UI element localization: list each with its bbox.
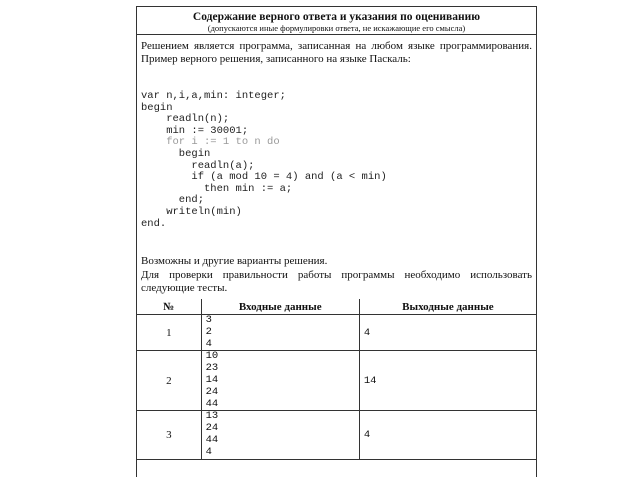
code-line: end;: [141, 194, 205, 207]
code-line: writeln(min): [141, 205, 242, 218]
code-line: begin: [141, 101, 173, 114]
table-row: [137, 351, 536, 411]
test-input: [201, 351, 359, 411]
col-header-num: №: [137, 299, 201, 315]
input-value: 24: [205, 422, 219, 435]
test-input: [201, 411, 359, 459]
col-header-input: Входные данные: [201, 299, 359, 315]
output-value: 4: [363, 326, 371, 339]
input-value: 44: [205, 433, 219, 446]
sheet-note: (допускаются иные формулировки ответа, не искажающие его смысла): [207, 23, 466, 33]
table-row: [137, 315, 536, 351]
test-number: 1: [137, 315, 201, 351]
tests-table: [137, 299, 536, 460]
input-value: 44: [205, 397, 219, 410]
table-row: [137, 411, 536, 459]
code-line: if (a mod 10 = 4) and (a < min): [141, 171, 387, 184]
code-block: [141, 91, 387, 230]
test-input: [201, 315, 359, 351]
input-value: 2: [205, 325, 212, 338]
code-line: readln(a);: [141, 159, 255, 172]
test-number: 2: [137, 351, 201, 411]
input-value: 23: [205, 362, 219, 375]
test-output: [359, 411, 536, 459]
alternatives-note: Возможны и другие варианты решения.: [141, 255, 328, 267]
table-header-row: [137, 299, 536, 315]
tests-instruction: Для проверки правильности работы программы необходимо использовать следующие тесты.: [141, 269, 532, 294]
input-value: 10: [205, 350, 219, 363]
code-line: readln(n);: [141, 113, 230, 126]
input-value: 14: [205, 373, 219, 386]
sheet-header: [137, 7, 536, 35]
code-line: for i := 1 to n do: [141, 136, 280, 149]
code-line: min := 30001;: [141, 124, 249, 137]
code-line: var n,i,a,min: integer;: [141, 90, 286, 102]
col-header-output: Выходные данные: [359, 299, 536, 315]
intro-paragraph: Решением является программа, записанная на любом языке программирования. Пример верного решения, записанного на языке Паскаль:: [141, 40, 532, 65]
code-line: then min := a;: [141, 182, 293, 195]
test-output: [359, 315, 536, 351]
output-value: 4: [363, 428, 371, 441]
sheet-title: Содержание верного ответа и указания по оцениванию: [192, 11, 481, 23]
input-value: 4: [205, 337, 212, 350]
input-value: 24: [205, 385, 219, 398]
input-value: 3: [205, 314, 212, 326]
output-value: 14: [363, 374, 377, 387]
code-line: end.: [141, 217, 167, 230]
test-number: 3: [137, 411, 201, 459]
input-value: 4: [205, 445, 212, 458]
answer-sheet: [136, 6, 537, 477]
code-line: begin: [141, 147, 211, 160]
input-value: 13: [205, 410, 219, 423]
test-output: [359, 351, 536, 411]
